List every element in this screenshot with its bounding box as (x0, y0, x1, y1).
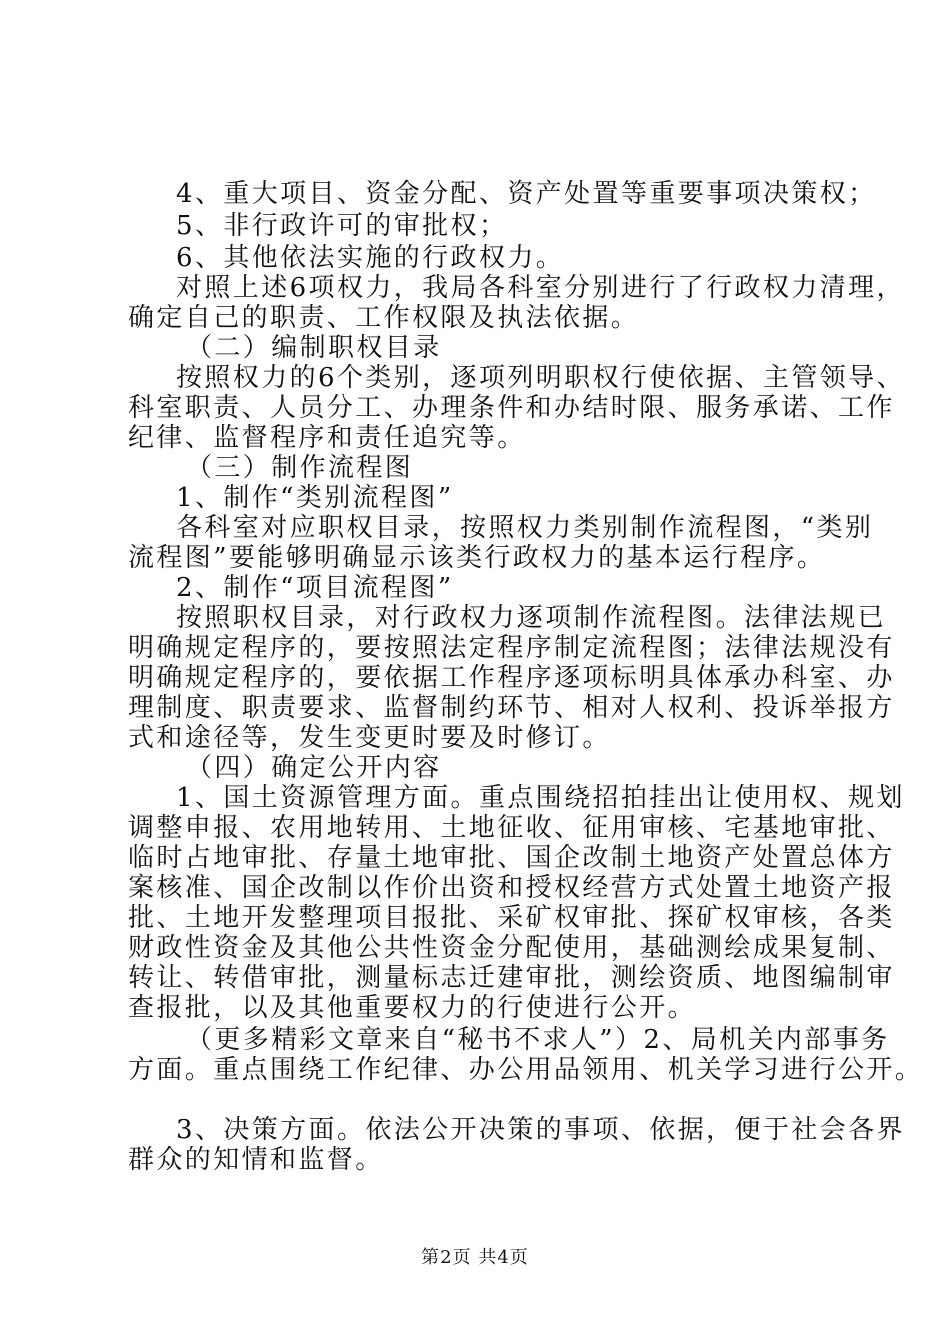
text-line: 批、土地开发整理项目报批、采矿权审批、探矿权审核，各类 (128, 903, 895, 933)
text-line: 5、非行政许可的审批权； (176, 211, 508, 241)
section-heading: （三）制作流程图 (186, 453, 414, 483)
text-line: 6、其他依法实施的行政权力。 (176, 243, 565, 273)
text-line: 对照上述6项权力，我局各科室分别进行了行政权力清理， (176, 273, 905, 303)
text-line: 案核准、国企改制以作价出资和授权经营方式处置土地资产报 (128, 873, 895, 903)
text-line: 临时占地审批、存量土地审批、国企改制土地资产处置总体方 (128, 843, 895, 873)
text-line: 财政性资金及其他公共性资金分配使用，基础测绘成果复制、 (128, 933, 895, 963)
text-line: 群众的知情和监督。 (128, 1145, 384, 1175)
text-line: 明确规定程序的，要依据工作程序逐项标明具体承办科室、办 (128, 663, 895, 693)
text-line: 查报批，以及其他重要权力的行使进行公开。 (128, 993, 697, 1023)
text-line: 方面。重点围绕工作纪律、办公用品领用、机关学习进行公开。 (128, 1055, 924, 1085)
text-line: 1、国土资源管理方面。重点围绕招拍挂出让使用权、规划 (176, 783, 905, 813)
text-line: 3、决策方面。依法公开决策的事项、依据，便于社会各界 (176, 1115, 905, 1145)
text-line: 转让、转借审批，测量标志迁建审批，测绘资质、地图编制审 (128, 963, 895, 993)
text-line: 流程图”要能够明确显示该类行政权力的基本运行程序。 (128, 543, 826, 573)
text-line: 确定自己的职责、工作权限及执法依据。 (128, 303, 640, 333)
text-line: 按照职权目录，对行政权力逐项制作流程图。法律法规已 (176, 603, 887, 633)
text-line: 2、制作“项目流程图” (176, 573, 454, 603)
text-line: 调整申报、农用地转用、土地征收、征用审核、宅基地审批、 (128, 813, 895, 843)
text-line: 理制度、职责要求、监督制约环节、相对人权利、投诉举报方 (128, 693, 895, 723)
section-heading: （四）确定公开内容 (186, 753, 442, 783)
text-line: 科室职责、人员分工、办理条件和办结时限、服务承诺、工作 (128, 393, 895, 423)
text-line: （更多精彩文章来自“秘书不求人”）2、局机关内部事务 (186, 1025, 890, 1055)
text-line: 式和途径等，发生变更时要及时修订。 (128, 723, 611, 753)
section-heading: （二）编制职权目录 (186, 333, 442, 363)
text-line: 按照权力的6个类别，逐项列明职权行使依据、主管领导、 (176, 363, 905, 393)
text-line: 1、制作“类别流程图” (176, 483, 454, 513)
page-footer: 第2页 共4页 (421, 1247, 529, 1268)
text-line: 各科室对应职权目录，按照权力类别制作流程图，“类别 (176, 513, 874, 543)
text-line: 明确规定程序的，要按照法定程序制定流程图；法律法规没有 (128, 633, 895, 663)
text-line: 4、重大项目、资金分配、资产处置等重要事项决策权； (176, 179, 877, 209)
text-line: 纪律、监督程序和责任追究等。 (128, 423, 526, 453)
